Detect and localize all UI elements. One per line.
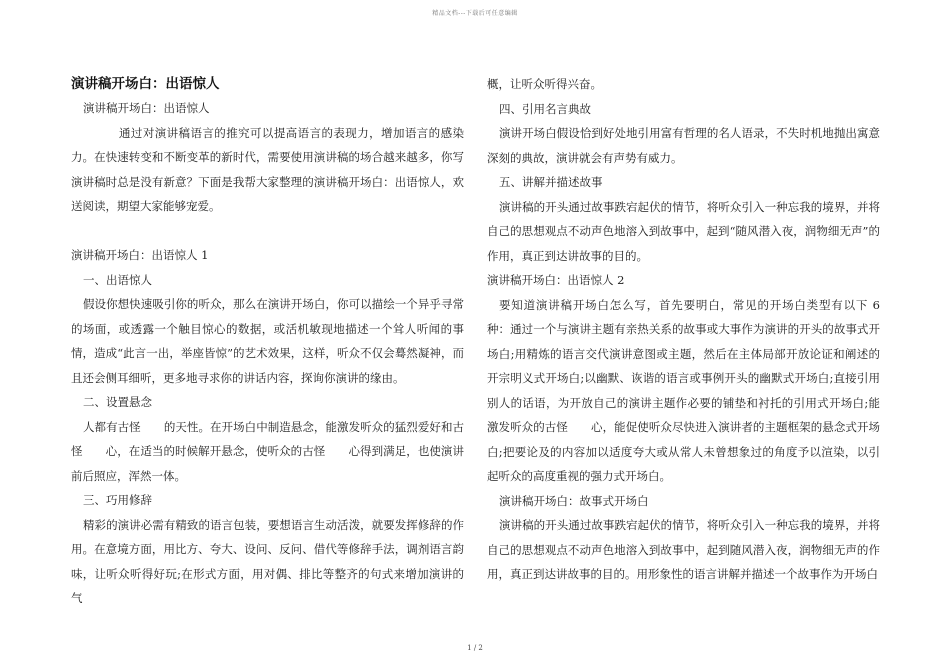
- paragraph-1: 假设你想快速吸引你的听众，那么在演讲开场白，你可以描绘一个异乎寻常的场面，或透露一个触目惊心的数据，或活机敏现地描述一个耸人听闻的事情，造成“此言一出，举座皆惊”的艺术效果，这样，听众不仅会蓦然凝神，而且还会侧耳细听，更多地寻求你的讲话内容，探询你演讲的缘由。: [71, 297, 464, 385]
- heading-4: 四、引用名言典故: [499, 101, 591, 116]
- left-column: [71, 72, 464, 611]
- paragraph-3: 精彩的演讲必需有精致的语言包装，要想语言生动活泼，就要发挥修辞的作用。在意境方面，用比方、夸大、设问、反问、借代等修辞手法，调剂语言韵味，让听众听得好玩;在形式方面，用对偶、排比等整齐的句式来增加演讲的气: [71, 517, 464, 605]
- section-title-3: 演讲稿开场白：故事式开场白: [499, 493, 649, 508]
- paragraph-7: 演讲稿的开头通过故事跌宕起伏的情节，将听众引入一种忘我的境界，并将自己的思想观点不动声色地溶入到故事中，起到随风潜入夜，润物细无声的作用，真正到达讲故事的目的。用形象性的语言讲解并描述一个故事作为开场白: [487, 518, 880, 581]
- document-subtitle: 演讲稿开场白：出语惊人: [83, 101, 210, 115]
- page-header: 精品文档---下载后可任意编辑: [432, 10, 518, 17]
- paragraph-5: 演讲稿的开头通过故事跌宕起伏的情节，将听众引入一种忘我的境界，并将自己的思想观点不动声色地溶入到故事中，起到“随风潜入夜，润物细无声”的作用，真正到达讲故事的目的。: [487, 199, 880, 263]
- section-title-2: 演讲稿开场白：出语惊人 2: [487, 273, 625, 287]
- heading-3: 三、巧用修辞: [83, 493, 152, 507]
- intro-paragraph: 通过对演讲稿语言的推究可以提高语言的表现力，增加语言的感染力。在快速转变和不断变革的新时代，需要使用演讲稿的场合越来越多，你写演讲稿时总是没有新意？下面是我帮大家整理的演讲稿开场白：出语惊人，欢送阅读，期望大家能够宠爱。: [71, 125, 464, 213]
- heading-5: 五、讲解并描述故事: [499, 175, 603, 189]
- paragraph-2: 人都有古怪 的天性。在开场白中制造悬念，能激发听众的猛烈爱好和古怪 心，在适当的时候解开悬念，使听众的古怪 心得到满足，也使演讲前后照应，浑然一体。: [71, 419, 464, 483]
- heading-2: 二、设置悬念: [83, 395, 152, 409]
- heading-1: 一、出语惊人: [83, 272, 152, 287]
- right-column: [487, 72, 880, 587]
- paragraph-3-continued: 概，让听众听得兴奋。: [487, 77, 602, 91]
- document-title: 演讲稿开场白：出语惊人: [71, 76, 220, 92]
- paragraph-4: 演讲开场白假设恰到好处地引用富有哲理的名人语录，不失时机地抛出寓意深刻的典故，演讲就会有声势有威力。: [487, 126, 880, 165]
- paragraph-6: 要知道演讲稿开场白怎么写，首先要明白，常见的开场白类型有以下 6 种：通过一个与演讲主题有亲热关系的故事或大事作为演讲的开头的故事式开场白;用精炼的语言交代演讲意图或主题，然后在主体局部开放论证和阐述的开宗明义式开场白;以幽默、诙谐的语言或事例开头的幽默式开场白;直接引用别人的话语，为开放自己的演讲主题作必要的铺垫和衬托的引用式开场白;能激发听众的古怪 心，能促使听众尽快进入演讲者的主题框架的悬念式开场白;把要论及的内容加以适度夸大或从常人未曾想象过的角度予以渲染，以引起听众的高度重视的强力式开场白。: [487, 297, 880, 483]
- section-title-1: 演讲稿开场白：出语惊人 1: [71, 248, 209, 262]
- paragraph-spacer: [71, 219, 464, 244]
- page-number: 1 / 2: [467, 644, 483, 652]
